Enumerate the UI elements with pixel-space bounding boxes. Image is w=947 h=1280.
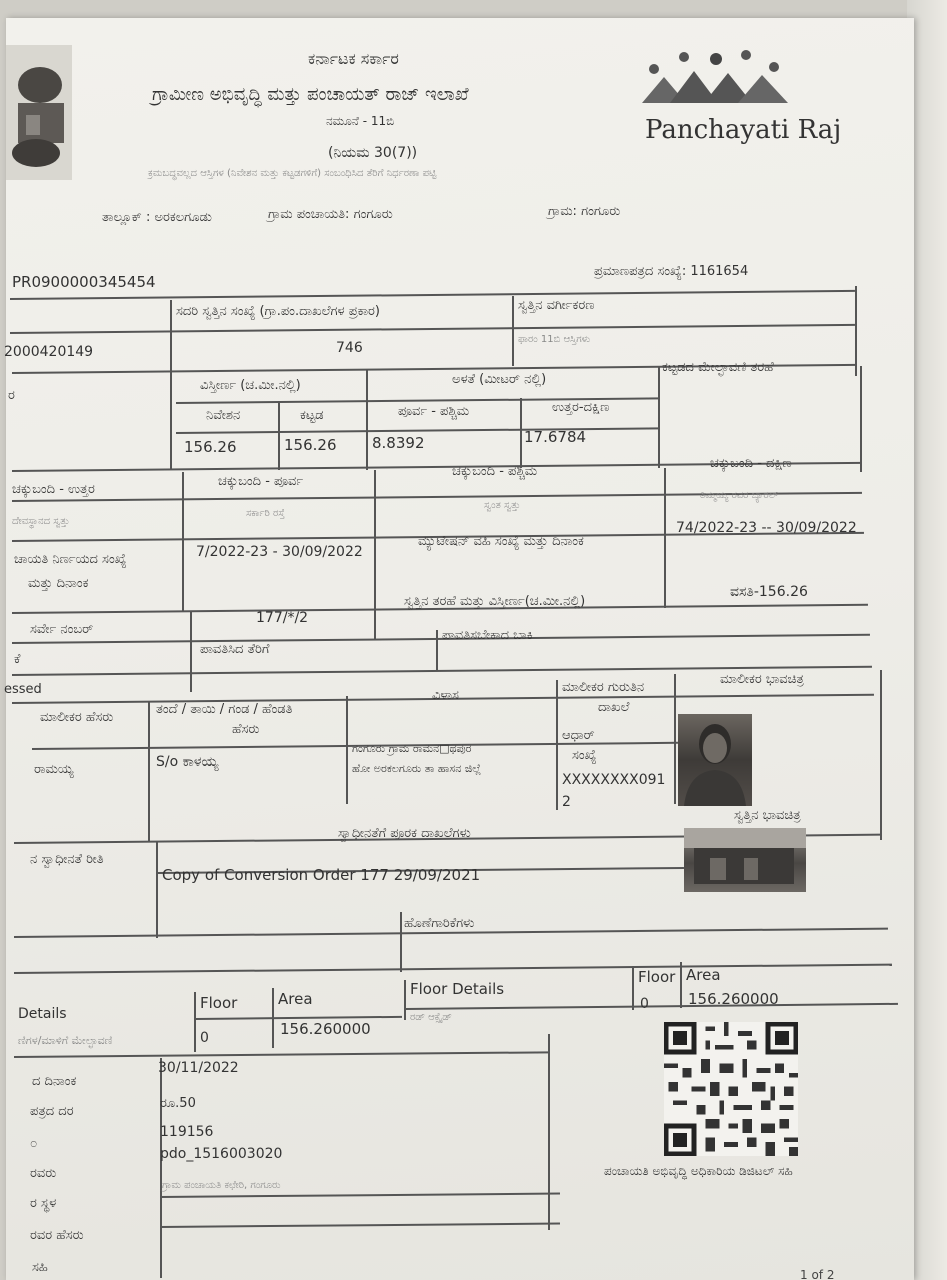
- rule-number: (ನಿಯಮ 30(7)): [328, 145, 418, 161]
- property-no: 746: [336, 340, 363, 356]
- property-photo: [684, 828, 806, 892]
- building-label: ಕಟ್ಟಡ: [300, 408, 324, 423]
- form-number: ನಮೂನೆ - 11ಬಿ: [326, 114, 395, 128]
- north-south-label: ಉತ್ತರ-ದಕ್ಷಿಣ: [552, 400, 610, 415]
- property-photo-label: ಸ್ವತ್ತಿನ ಭಾವಚಿತ್ರ: [734, 808, 801, 823]
- area-label-right: Area: [686, 966, 721, 984]
- tax-left-label: ಕೆ: [14, 652, 21, 667]
- place-value: ಗ್ರಾಮ ಪಂಚಾಯತಿ ಕಛೇರಿ, ಗಂಗೂರು: [162, 1180, 281, 1191]
- boundary-north-label: ಚಕ್ಕುಬಂದಿ - ಉತ್ತರ: [12, 482, 95, 497]
- measure-label: ಅಳತೆ (ಮೀಟರ್ ನಲ್ಲಿ): [452, 372, 547, 387]
- classification-label: ಸ್ವತ್ತಿನ ವರ್ಗೀಕರಣ: [518, 298, 595, 313]
- owner-photo: [678, 714, 752, 806]
- mutation-value: 74/2022-23 -- 30/09/2022: [676, 520, 857, 536]
- id-value: XXXXXXXX091: [562, 772, 666, 788]
- govt-title: ಕರ್ನಾಟಕ ಸರ್ಕಾರ: [308, 49, 399, 68]
- supporting-docs-value: Copy of Conversion Order 177 29/09/2021: [162, 866, 481, 884]
- east-west-value: 8.8392: [372, 434, 425, 452]
- floor-label-right: Floor: [638, 968, 676, 986]
- panchayati-raj-text: Panchayati Raj: [645, 115, 842, 145]
- qr-code-icon: [664, 1022, 798, 1156]
- id-type: ಆಧಾರ್: [562, 728, 595, 743]
- owner-name: ರಾಮಯ್ಯ: [34, 762, 74, 777]
- area-label-left: Area: [278, 990, 313, 1008]
- page-number: 1 of 2: [800, 1268, 835, 1280]
- relation-label: ತಂದೆ / ತಾಯಿ / ಗಂಡ / ಹೆಂಡತಿ: [156, 702, 293, 717]
- details-label: Details: [18, 1006, 67, 1022]
- floor-label: Floor: [200, 994, 238, 1012]
- assessed-label: essed: [4, 682, 42, 697]
- owner-name-label: ಮಾಲೀಕರ ಹೆಸರು: [40, 710, 114, 725]
- id-type-2: ಸಂಖ್ಯೆ: [572, 748, 597, 763]
- boundary-south: ತಿಮ್ಮಯ್ಯ ರವರ ಬ್ಯಾರಲ್: [700, 490, 779, 501]
- property-type-label: ಸ್ವತ್ತಿನ ತರಹೆ ಮತ್ತು ವಿಸ್ತೀರ್ಣ(ಚ.ಮೀ.ನಲ್ಲಿ): [404, 594, 586, 609]
- id-label: ಮಾಲೀಕರ ಗುರುತಿನ: [562, 680, 645, 695]
- pdo-digital-signature: ಪಂಚಾಯತಿ ಅಭಿವೃದ್ಧಿ ಅಧಿಕಾರಿಯ ಡಿಜಿಟಲ್ ಸಹಿ: [604, 1164, 793, 1178]
- boundary-east-label: ಚಕ್ಕುಬಂದಿ - ಪೂರ್ವ: [218, 474, 304, 489]
- officer-name-label: ರವರ ಹೆಸರು: [30, 1228, 84, 1243]
- property-type-value: ವಸತಿ-156.26: [730, 584, 808, 600]
- form-subtitle: ಕ್ರಮಬದ್ಧವಲ್ಲದ ಆಸ್ತಿಗಳ (ನಿವೇಶನ ಮತ್ತು ಕಟ್ಟಡಗಳಿಗೆ) ಸಂಬಂಧಿಸಿದ ತೆರಿಗೆ ನಿರ್ಧರಣಾ ಪಟ್ಟಿ: [148, 168, 437, 179]
- certificate-number: ಪ್ರಮಾಣಪತ್ರದ ಸಂಖ್ಯೆ: 1161654: [594, 264, 749, 279]
- area-value-right: 156.260000: [688, 990, 779, 1008]
- id-label-2: ದಾಖಲೆ: [598, 700, 630, 715]
- receipt-no: 119156: [160, 1124, 214, 1140]
- survey-label: ಸರ್ವೇ ನಂಬರ್: [30, 622, 94, 637]
- relation-label-2: ಹೆಸರು: [232, 722, 260, 737]
- north-south-value: 17.6784: [524, 428, 587, 446]
- supporting-docs-label: ಸ್ವಾಧೀನತೆಗೆ ಪೂರಕ ದಾಖಲೆಗಳು: [338, 826, 471, 841]
- owner-photo-label: ಮಾಲೀಕರ ಭಾವಚಿತ್ರ: [720, 672, 804, 687]
- survey-value: 177/*/2: [256, 610, 309, 626]
- site-label: ನಿವೇಶನ: [206, 408, 241, 423]
- karnataka-emblem: [6, 45, 72, 180]
- resolution-value: 7/2022-23 - 30/09/2022: [196, 544, 363, 560]
- classification-value: ಫಾರಂ 11ಬಿ ಆಸ್ತಿಗಳು: [518, 334, 591, 345]
- id-value-2: 2: [562, 794, 571, 810]
- boundary-west: ಸ್ವಂತ ಸ್ವತ್ತು: [484, 500, 521, 511]
- issued-by: pdo_1516003020: [160, 1146, 283, 1162]
- ownership-type-label: ನ ಸ್ವಾಧೀನತೆ ರೀತಿ: [30, 852, 104, 867]
- floor-details-value: ರಡ್ ಆಕ್ಸೈಡ್: [410, 1012, 452, 1023]
- boundary-south-label: ಚಕ್ಕುಬಂದಿ - ದಕ್ಷಿಣ: [710, 456, 792, 471]
- department-title: ಗ್ರಾಮೀಣ ಅಭಿವೃದ್ಧಿ ಮತ್ತು ಪಂಚಾಯತ್ ರಾಜ್ ಇಲಾಖೆ: [152, 84, 469, 105]
- boundary-east: ಸರ್ಕಾರಿ ರಸ್ತೆ: [246, 508, 285, 519]
- resolution-label-2: ಮತ್ತು ದಿನಾಂಕ: [28, 576, 89, 591]
- address-label: ವಿಳಾಸ: [432, 688, 459, 703]
- fee-value: ರೂ.50: [160, 1096, 196, 1111]
- left-id: 2000420149: [4, 344, 94, 360]
- gram-panchayat: ಗ್ರಾಮ ಪಂಚಾಯತಿ: ಗಂಗೂರು: [268, 207, 393, 222]
- issue-date: 30/11/2022: [158, 1060, 239, 1076]
- floor-details-label: Floor Details: [410, 980, 505, 998]
- floor-value: 0: [200, 1030, 209, 1046]
- owner-address-2: ಹೋ ಅರಕಲಗೂರು ತಾ ಹಾಸನ ಜಿಲ್ಲೆ: [352, 762, 482, 775]
- property-id: PR0900000345454: [12, 273, 156, 291]
- site-area: 156.26: [184, 438, 237, 456]
- paid-tax-label: ಪಾವತಿಸಿದ ತೆರಿಗೆ: [200, 642, 270, 657]
- boundary-west-label: ಚಕ್ಕುಬಂದಿ - ಪಶ್ಚಿಮ: [452, 464, 538, 479]
- fee-label: ಪತ್ರದ ದರ: [30, 1104, 74, 1119]
- area-value: 156.260000: [280, 1020, 371, 1038]
- resolution-label: ಚಾಯತಿ ನಿರ್ಣಯದ ಸಂಖ್ಯೆ: [14, 552, 127, 567]
- owner-address-1: ಗಂಗೂರು ಗ್ರಾಮ ರಾಮನ□ಥಪುರ: [352, 742, 472, 755]
- building-area: 156.26: [284, 436, 337, 454]
- area-label: ವಿಸ್ತೀರ್ಣ (ಚ.ಮೀ.ನಲ್ಲಿ): [200, 378, 301, 393]
- relation-name: S/o ಕಾಳಯ್ಯ: [156, 754, 219, 770]
- place-label: ರ ಸ್ಥಳ: [30, 1196, 57, 1211]
- issued-by-label: ರವರು: [30, 1166, 57, 1181]
- floor-value-right: 0: [640, 996, 649, 1012]
- property-no-label: ಸದರಿ ಸ್ವತ್ತಿನ ಸಂಖ್ಯೆ (ಗ್ರಾ.ಪಂ.ದಾಖಲೆಗಳ ಪ್ರಕಾರ): [176, 304, 380, 319]
- liabilities-label: ಹೊಣೆಗಾರಿಕೆಗಳು: [404, 916, 475, 931]
- east-west-label: ಪೂರ್ವ - ಪಶ್ಚಿಮ: [398, 404, 470, 419]
- date-label: ದ ದಿನಾಂಕ: [32, 1074, 77, 1089]
- village: ಗ್ರಾಮ: ಗಂಗೂರು: [548, 204, 621, 219]
- last-row-label: ಸಹಿ: [32, 1260, 48, 1275]
- no-label: ೦: [30, 1136, 38, 1151]
- roof-label: ಕಟ್ಟಡದ ಮೇಲ್ಛಾವಣಿ ತರಹೆ: [662, 360, 774, 375]
- due-tax-label: ಪಾವತಿಸಬೇಕಾದ ಬಾಕಿ: [442, 628, 533, 643]
- mutation-label: ಮ್ಯುಟೇಷನ್ ವಹಿ ಸಂಖ್ಯೆ ಮತ್ತು ದಿನಾಂಕ: [418, 534, 584, 549]
- roof-row-label: ಣಿಗಳ/ಮಾಳಿಗೆ ಮೇಲ್ಛಾವಣಿ: [18, 1034, 113, 1047]
- taluk: ತಾಲ್ಲೂಕ್ : ಅರಕಲಗೂಡು: [102, 210, 212, 225]
- boundary-north: ದೇವಸ್ಥಾನದ ಸ್ವತ್ತು: [12, 516, 70, 527]
- left-label: ರ: [8, 388, 15, 403]
